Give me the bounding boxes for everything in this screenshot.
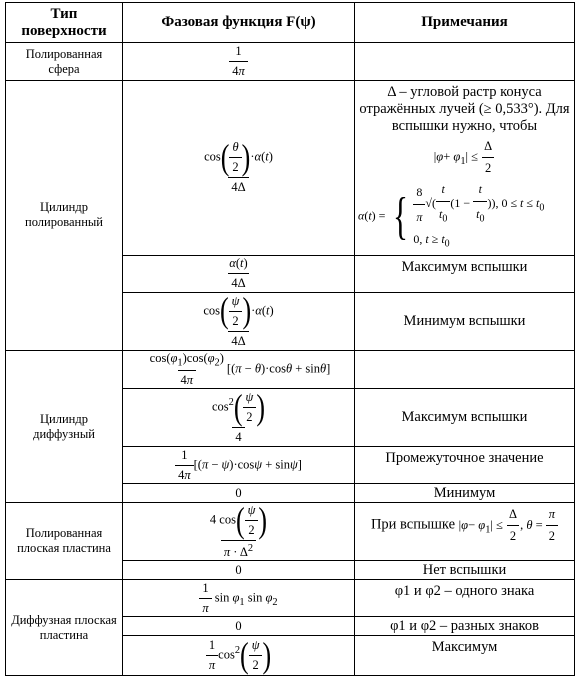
header-notes: Примечания [355,3,575,43]
table-row [6,503,575,561]
formula-cell [123,255,355,292]
formula-cell [123,389,355,447]
note-cell: Максимум вспышки [355,255,575,292]
note-cell [355,81,575,256]
note-cell: Максимум [355,636,575,676]
phase-function-table [5,2,575,676]
table-row [6,350,575,389]
surface-type-cell: Цилиндр полированный [6,81,123,351]
formula-fraction: $\frac{1}{\pi}$ [199,581,211,616]
formula-fraction: $\frac{1}{4\pi}$ [175,448,194,483]
note-text: Δ – угловой растр конуса отражённых лучей (≥ 0,533°). Для вспышки нужно, чтобы [359,84,570,134]
flash-condition-formula: $|\varphi- \varphi_1|$ ≤ $\frac{\Delta}{2}$ , θ = $\frac{\pi}{2}$ [459,518,558,532]
note-cell [355,503,575,561]
formula-fraction: cos( $\frac{\theta}{2}$ )·α(t) 4Δ [204,136,273,195]
formula-cell [123,503,355,561]
formula-fraction: $\frac{\cos(\varphi_1)\cos(\varphi_2)}{4\pi}$ [149,350,224,388]
formula-cell [123,81,355,256]
formula-fraction: 4 cos( $\frac{\psi}{2}$ ) $\pi \cdot \Delta^2$ [209,502,268,560]
table-row [6,81,575,256]
note-cell: Минимум [355,484,575,503]
formula-cell: $\frac{\cos(\varphi_1)\cos(\varphi_2)}{4\pi}$ [(π − θ)·cosθ + sinθ] [123,350,355,389]
formula-cell: 0 [123,617,355,636]
formula-cell [123,292,355,350]
note-cell: Максимум вспышки [355,389,575,447]
note-text: При вспышке [370,516,456,533]
note-cell [355,350,575,389]
surface-type-cell: Диффузная плоская пластина [6,580,123,676]
surface-type-cell: Полированная сфера [6,43,123,81]
surface-type-cell: Полированная плоская пластина [6,503,123,580]
note-cell: φ1 и φ2 – разных знаков [355,617,575,636]
header-phase-function: Фазовая функция F(ψ) [123,3,355,43]
formula-fraction: $\frac{\alpha(t)}{4\Delta}$ [229,256,248,291]
note-cell: Минимум вспышки [355,292,575,350]
note-cell [355,43,575,81]
formula-cell [123,43,355,81]
note-cell: Нет вспышки [355,561,575,580]
header-surface-type: Тип поверхности [6,3,123,43]
formula-cell: $\frac{1}{\pi}$ $\cos^2$( $\frac{\psi}{2}$ ) [123,636,355,676]
formula-cell: 0 [123,484,355,503]
note-cell: φ1 и φ2 – одного знака [355,580,575,617]
formula-cell: $\frac{1}{4\pi}$ [(π − ψ)·cosψ + sinψ] [123,447,355,484]
flash-condition-formula: $|\varphi+ \varphi_1|$ ≤ $\frac{\Delta}{2}$ [358,138,571,177]
table-row [6,580,575,617]
formula-fraction: cos( $\frac{\psi}{2}$ )·α(t) 4Δ [203,292,274,348]
table-header-row [6,3,575,43]
surface-type-cell: Цилиндр диффузный [6,350,123,503]
formula-fraction: $\cos^2$( $\frac{\psi}{2}$ ) 4 [212,388,265,445]
formula-cell: 0 [123,561,355,580]
note-cell: Промежуточное значение [355,447,575,484]
formula-fraction: $\frac{1}{4\pi}$ [229,44,248,79]
formula-cell: $\frac{1}{\pi}$ $\sin \varphi_1$ $\sin \varphi_2$ [123,580,355,617]
formula-fraction: $\frac{1}{\pi}$ [206,638,218,673]
alpha-function-formula: α(t) = { $\frac{8}{\pi}$ √( $\frac{t}{t_0}$ (1 − $\frac{t}{t_0}$ )), $0 \le t \le t_0$ 0, $t \ge t_0$ [358,182,545,250]
table-row [6,43,575,81]
